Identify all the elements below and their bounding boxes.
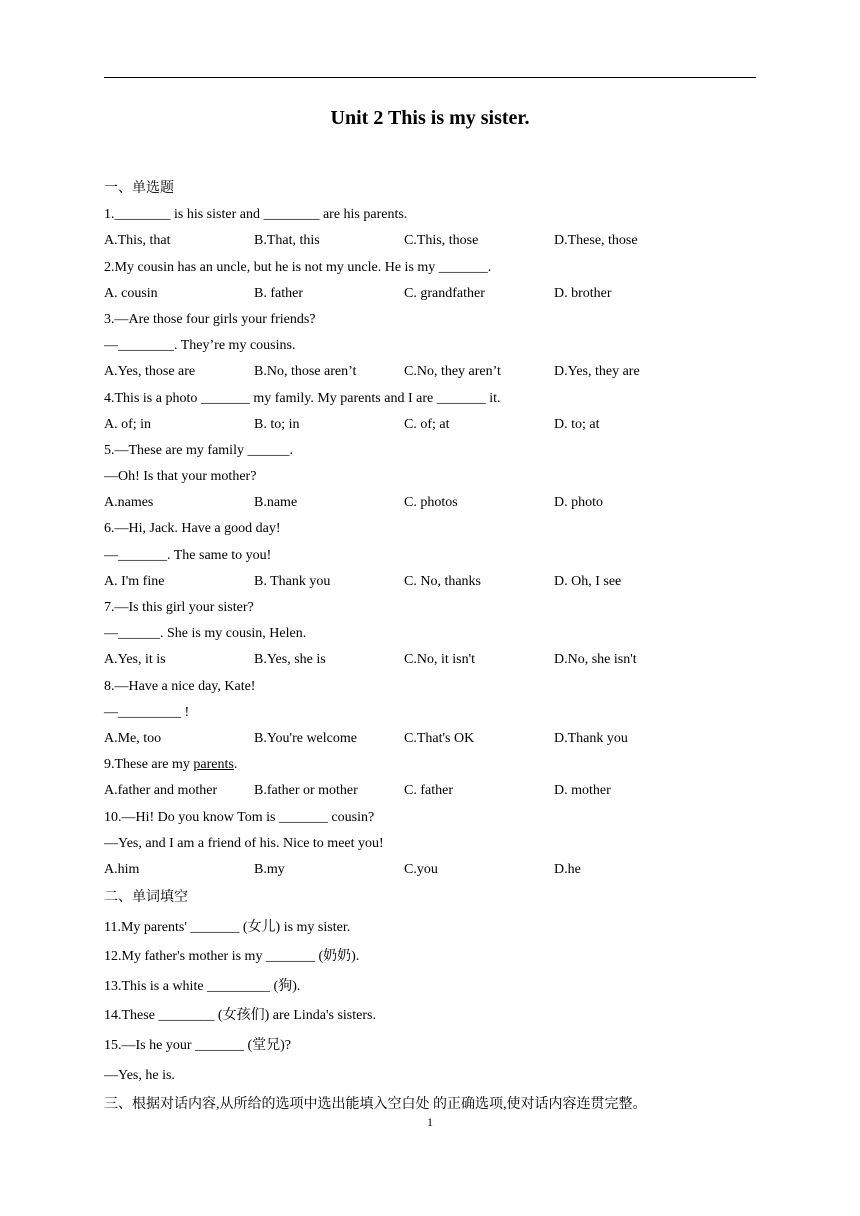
question-12: 12.My father's mother is my _______ (奶奶). [104,949,360,965]
question-13: 13.This is a white _________ (狗). [104,978,301,994]
option-c: C. photos [404,495,458,511]
option-c: C.you [404,861,438,877]
question-text: —_______. The same to you! [104,547,272,563]
answer-options [104,857,756,883]
answer-options [104,281,756,307]
question-1 [104,202,756,254]
option-d: D.These, those [554,233,638,249]
section-heading-multiple-choice: 一、单选题 [104,181,174,196]
answer-options [104,726,756,752]
question-7 [104,595,756,674]
question-14: 14.These ________ (女孩们) are Linda's sisters. [104,1008,376,1024]
question-text: —Oh! Is that your mother? [104,469,257,485]
option-b: B. Thank you [254,573,331,589]
section-heading-word-fill: 二、单词填空 [104,890,188,906]
option-c: C. grandfather [404,285,485,301]
page-number: 1 [427,1115,433,1129]
question-8 [104,674,756,753]
question-text: 8.—Have a nice day, Kate! [104,678,256,694]
option-a: A. I'm fine [104,573,165,589]
option-c: C. father [404,783,453,799]
option-a: A.This, that [104,233,171,249]
question-9 [104,752,756,804]
option-d: D.he [554,861,581,877]
option-d: D. photo [554,495,603,511]
option-b: B.name [254,495,298,511]
question-11: 11.My parents' _______ (女儿) is my sister. [104,919,351,935]
section-heading-dialogue: 三、根据对话内容,从所给的选项中选出能填入空白处 的正确选项,使对话内容连贯完整。 [104,1097,647,1113]
answer-options [104,569,756,595]
answer-options [104,228,756,254]
question-text: —Yes, and I am a friend of his. Nice to meet you! [104,835,384,851]
question-text: 2.My cousin has an uncle, but he is not my uncle. He is my _______. [104,259,492,275]
option-b: B.You're welcome [254,730,357,746]
question-text: —______. She is my cousin, Helen. [104,626,307,642]
option-c: C. of; at [404,416,450,432]
answer-options [104,359,756,385]
question-prefix: 9.These are my [104,757,194,773]
question-text: —_________ ! [104,704,190,720]
option-c: C.No, they aren’t [404,364,501,380]
question-3 [104,307,756,386]
answer-options [104,647,756,673]
answer-options [104,490,756,516]
question-text: 4.This is a photo _______ my family. My parents and I are _______ it. [104,390,501,406]
option-b: B.That, this [254,233,320,249]
option-a: A. cousin [104,285,158,301]
answer-options [104,412,756,438]
option-a: A.Me, too [104,730,162,746]
option-b: B.Yes, she is [254,652,326,668]
option-b: B.No, those aren’t [254,364,357,380]
header-rule [104,77,756,78]
option-b: B. to; in [254,416,300,432]
document-body [104,176,756,1120]
option-a: A. of; in [104,416,152,432]
option-a: A.names [104,495,154,511]
question-text: 3.—Are those four girls your friends? [104,311,316,327]
option-c: C.No, it isn't [404,652,475,668]
option-a: A.Yes, those are [104,364,196,380]
question-suffix: . [233,757,238,773]
option-a: A.him [104,861,140,877]
option-b: B. father [254,285,303,301]
option-d: D.No, she isn't [554,652,637,668]
option-a: A.Yes, it is [104,652,166,668]
option-b: B.my [254,861,285,877]
page-title: Unit 2 This is my sister. [330,107,530,129]
question-text [104,752,756,778]
question-2 [104,255,756,307]
question-text: 5.—These are my family ______. [104,442,293,458]
option-d: D.Thank you [554,730,628,746]
question-text: 6.—Hi, Jack. Have a good day! [104,521,281,537]
question-6 [104,516,756,595]
option-d: D. to; at [554,416,600,432]
answer-options [104,778,756,804]
option-d: D. brother [554,285,612,301]
option-b: B.father or mother [254,783,358,799]
question-4 [104,386,756,438]
question-10 [104,805,756,884]
question-text: 1.________ is his sister and ________ are his parents. [104,207,408,223]
option-d: D. mother [554,783,611,799]
question-text: 10.—Hi! Do you know Tom is _______ cousin? [104,809,375,825]
question-15-answer-line: —Yes, he is. [104,1067,175,1083]
option-c: C.This, those [404,233,479,249]
question-text: —________. They’re my cousins. [104,338,296,354]
option-c: C. No, thanks [404,573,481,589]
option-c: C.That's OK [404,730,475,746]
question-15: 15.—Is he your _______ (堂兄)? [104,1038,292,1054]
option-a: A.father and mother [104,783,218,799]
underlined-word: parents [193,757,234,773]
option-d: D.Yes, they are [554,364,640,380]
question-text: 7.—Is this girl your sister? [104,600,254,615]
question-5 [104,438,756,517]
option-d: D. Oh, I see [554,573,622,589]
